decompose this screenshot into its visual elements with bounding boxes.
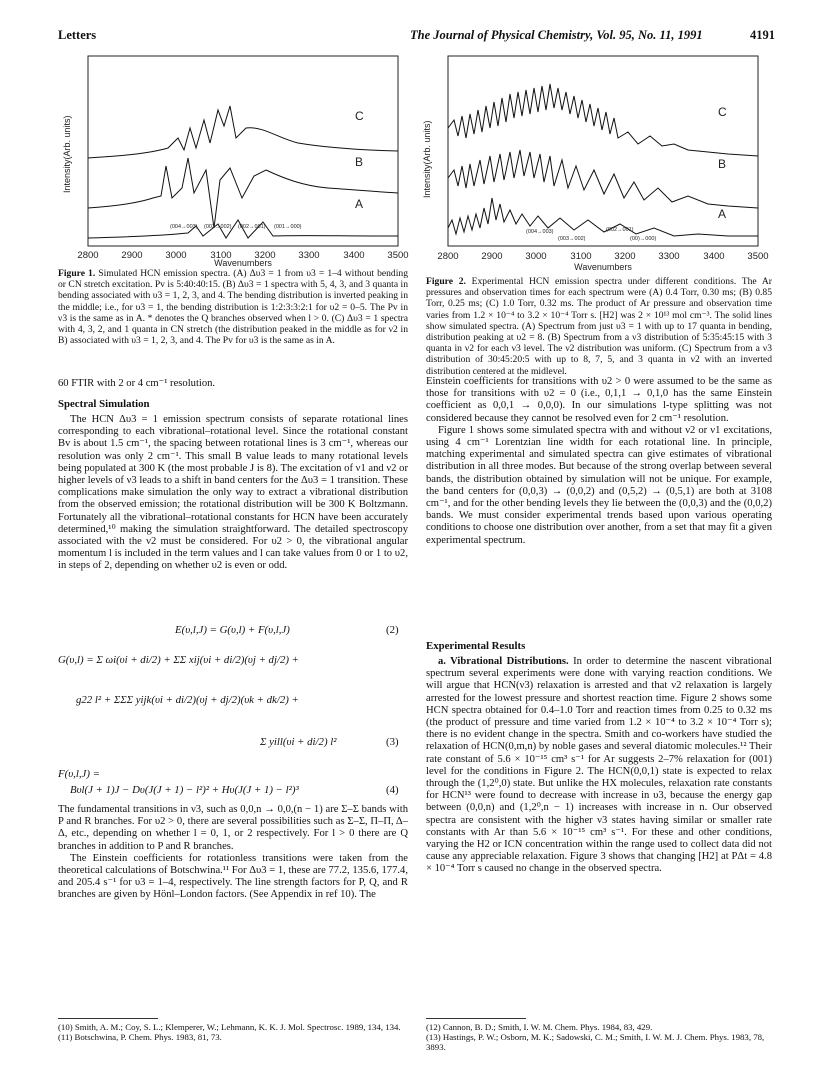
- figure-1-ylabel: Intensity(Arb. units): [62, 115, 72, 193]
- figure-2-label-c: C: [718, 105, 727, 119]
- equation-3-line-1: G(υ,l) = Σ ωi(υi + di/2) + ΣΣ xij(υi + di/2)(υj + dj/2) +: [58, 654, 299, 666]
- figure-1-band-2: (003→002): [204, 224, 232, 230]
- figure-2-xtick: 3000: [525, 251, 547, 262]
- figure-1-plot: [58, 48, 409, 268]
- figure-1-xtick: 3500: [387, 250, 409, 261]
- figure-1-xtick: 3400: [343, 250, 365, 261]
- figure-1-xtick: 3100: [210, 250, 232, 261]
- page-number: 4191: [750, 28, 775, 42]
- footnote-12: (12) Cannon, B. D.; Smith, I. W. M. Chem. Phys. 1984, 83, 429.: [426, 1022, 653, 1032]
- figure-1-xlabel: Wavenumbers: [214, 258, 272, 268]
- figure-2-xtick: 2900: [481, 251, 503, 262]
- figure-2-xtick: 3100: [570, 251, 592, 262]
- figure-1-caption-label: Figure 1.: [58, 268, 96, 279]
- figure-1-band-3: (002→001): [238, 224, 266, 230]
- figure-2-band-2: (003→002): [558, 236, 586, 242]
- footnote-11: (11) Botschwina, P. Chem. Phys. 1983, 81, 73.: [58, 1032, 222, 1043]
- figure-2: [418, 48, 768, 273]
- figure-2-ylabel: Intensity(Arb. units): [422, 120, 432, 198]
- figure-2-band-3: (002→001): [606, 227, 634, 233]
- figure-1-label-c: C: [355, 109, 364, 123]
- right-paragraph-3-text: In order to determine the nascent vibrational spectrum several experiments were done with varying reaction conditions. We will argue that HCN(ν3) relaxation is arrested and that ν2 relaxation is largely arrested for the lowest pressure and shortest reaction time. Figure 2 shows some HCN spectra obtained for 0.4–1.0 Torr and reaction times from 0.25 to 0.32 ms (the product of pressure and time varied from 1.2 × 10⁻⁴ to 3.2 × 10⁻⁴ Torr s); there is no evident change in the spectra. Smith and co-workers have studied the relaxation of HCN(0,m,n) by noble gases and several diatomic molecules.¹² Their rate constant of 5.6 × 10⁻¹⁵ cm³ s⁻¹ for Ar suggests 2–7% relaxation for (001) level for the conditions in Figure 2. The HCN(0,0,1) state is expected to relax through the (1,2⁰,0) state. But unlike the HX molecules, relaxation rate constants for HCN¹³ were found to decrease with increase in υ3, because the energy gap between (0,0,n) and (1,2⁰,n − 1) increases with increase in n. Our observed spectra are consistent with the higher ν3 states having similar or smaller rate constants with Ar than 5.6 × 10⁻¹⁵ cm³ s⁻¹. For these and other conditions, varying the H2 or ICN concentration within the range used to collect data did not cause any appreciable relaxation. Figure 3 shows that changing [H2] at PΔt = 4.8 × 10⁻⁴ Torr s caused no change in the observed spectra.: [426, 656, 772, 875]
- equation-4-number: (4): [386, 784, 399, 796]
- figure-2-label-b: B: [718, 157, 727, 171]
- equation-4-line-1: F(υ,l,J) =: [58, 768, 100, 780]
- footnote-rule-right: [426, 1018, 526, 1019]
- footnote-13: (13) Hastings, P. W.; Osborn, M. K.; Sadowski, C. M.; Smith, I. W. M. J. Chem. Phys. 1983, 78, 3893.: [426, 1032, 765, 1053]
- running-head-left: Letters: [58, 28, 97, 42]
- figure-2-xtick: 3500: [747, 251, 769, 262]
- figure-2-xlabel: Wavenumbers: [574, 262, 632, 272]
- section-title-spectral-simulation: Spectral Simulation: [58, 398, 150, 410]
- figure-2-band-4: (00)→000): [630, 236, 657, 242]
- footnote-rule-left: [58, 1018, 158, 1019]
- figure-1-frame: [88, 56, 398, 246]
- intro-line: 60 FTIR with 2 or 4 cm⁻¹ resolution.: [58, 378, 216, 389]
- right-paragraph-2: Figure 1 shows some simulated spectra with and without ν2 or ν1 excitations, using 4 cm⁻¹ Lorentzian line width for each rotational line. In principle, matching experimental and simulated spectra can give estimates of vibrational distribution in all three modes. But because of the strong overlap between several bands, the distribution obtained by simulation will not be unique. For example, the band centers for (0,0,3) → (0,0,2) and (0,5,2) → (0,5,1) are both at 3108 cm⁻¹, and for the other bending levels they lie between the (0,0,3) and the (0,0,2) bands. We must consider experimental trends based upon various operating conditions to choose one distribution over another, from a set that may fit a given experimental spectrum.: [426, 424, 772, 546]
- figure-1: [58, 48, 409, 268]
- figure-2-xtick: 3200: [614, 251, 636, 262]
- section-title-experimental-results: Experimental Results: [426, 640, 526, 652]
- left-paragraph-3: The Einstein coefficients for rotationless transitions were taken from the theoretical calculations of Botschwina.¹¹ For Δυ3 = 1, these are 77.2, 135.6, 177.4, and 205.4 s⁻¹ for υ3 = 1–4, respectively. The line strength factors for P, Q, and R branches are given by Hönl–London factors. (See Appendix in ref 10). The: [58, 852, 408, 901]
- figure-1-xtick: 2800: [77, 250, 99, 261]
- footnote-10: (10) Smith, A. M.; Coy, S. L.; Klemperer, W.; Lehmann, K. K. J. Mol. Spectrosc. 1989, 134, 134.: [58, 1022, 401, 1032]
- left-paragraph-2-3: [58, 804, 408, 902]
- figure-1-xtick: 3000: [165, 250, 187, 261]
- left-paragraph-2: The fundamental transitions in ν3, such as 0,0,n → 0,0,(n − 1) are Σ–Σ bands with P and R branches. For υ2 > 0, there are several possibilities such as Σ–Σ, Π–Π, Δ–Δ, etc., depending on whether l = 0, 1, or 2 respectively. For l > 0 there are Q branches in addition to P and R branches.: [58, 804, 408, 852]
- figure-2-xtick: 3300: [658, 251, 680, 262]
- equation-2-number: (2): [386, 624, 399, 636]
- figure-2-caption-label: Figure 2.: [426, 276, 466, 287]
- figure-2-curve-a: [448, 198, 758, 236]
- figure-1-caption: [58, 268, 408, 346]
- figure-1-xtick: 3300: [298, 250, 320, 261]
- figure-1-curve-b: [88, 158, 398, 228]
- figure-1-caption-text: Simulated HCN emission spectra. (A) Δυ3 = 1 from υ3 = 1–4 without bending or CN stretch excitation. Pv is 5:40:40:15. (B) Δυ3 = 1 spectra with 5, 4, 3, and 3 quanta in bending associated with υ3 = 1, 2, 3, and 4. The bending distribution is inverted peaking in the middle; i.e., for υ3 = 1, the bending distribution is 1:2:3:3:2:1 for υ2 = 0–5. The Pv in ν3 is the same as in A. * denotes the Q branches observed when l > 0. (C) Δυ3 = 1 spectra with 4, 3, 2, and 1 quanta in CN stretch (the distribution peaked in the middle as for ν2 in B) associated with υ3 = 1, 2, 3, and 4. The Pv for υ3 is the same as in A.: [58, 268, 408, 347]
- figure-2-xtick: 3400: [703, 251, 725, 262]
- journal-citation: The Journal of Physical Chemistry, Vol. 95, No. 11, 1991: [410, 28, 703, 42]
- figure-1-label-b: B: [355, 155, 364, 169]
- equation-3-line-3: Σ yill(υi + di/2) l²: [260, 736, 337, 748]
- right-paragraph-1: Einstein coefficients for transitions with υ2 > 0 were assumed to be the same as those for transitions with υ2 = 0 (i.e., 0,1,1 → 0,1,0 has the same Einstein coefficient as 0,0,1 → 0,0,0). In our simulations l-type splitting was not considered because they cannot be resolved even for 2 cm⁻¹ resolution.: [426, 376, 772, 424]
- figure-2-label-a: A: [718, 207, 727, 221]
- equation-3-line-2: g22 l² + ΣΣΣ yijk(υi + di/2)(υj + dj/2)(υk + dk/2) +: [76, 694, 299, 706]
- figure-2-caption-text: Experimental HCN emission spectra under different conditions. The Ar pressures and observation times for each spectrum were (A) 0.4 Torr, 0.30 ms; (B) 0.85 Torr, 0.25 ms; (C) 1.0 Torr, 0.32 ms. The product of Ar pressure and observation time varies from 1.2 × 10⁻⁴ to 3.2 × 10⁻⁴ Torr s. [H2] was 2 × 10¹³ mol cm⁻³. The solid lines show simulated spectra. (A) Spectrum from just υ3 = 1 with up to 17 quanta in bending, distribution peaking at υ2 = 8. (B) Spectrum from a ν3 distribution of 5:35:45:15 with 3 quanta in ν2 for each ν3 level. The ν2 distribution was uniform. (C) Spectrum from a ν3 distribution of 30:45:20:5 with up to 8, 7, 5, and 3 quanta in ν2 with an inverted distribution centered at the midlevel.: [426, 276, 772, 377]
- figure-2-curve-c: [448, 84, 758, 156]
- footnotes-left: [58, 1022, 408, 1042]
- figure-1-xtick: 2900: [121, 250, 143, 261]
- figure-1-xtick: 3200: [254, 250, 276, 261]
- footnotes-right: [426, 1022, 772, 1053]
- figure-2-caption: [426, 276, 772, 377]
- figure-1-band-1: (004→003): [170, 224, 198, 230]
- left-paragraph-1: [58, 414, 408, 573]
- equation-4-line-2: Bυl(J + 1)J − Dυ(J(J + 1) − l²)² + Hυ(J(J + 1) − l²)³: [70, 784, 299, 796]
- right-column-text: [426, 376, 772, 547]
- equation-3-number: (3): [386, 736, 399, 748]
- right-paragraph-3: [426, 656, 772, 876]
- figure-2-x-axis: [437, 251, 768, 262]
- left-paragraph-1-text: The HCN Δυ3 = 1 emission spectrum consists of separate rotational lines corresponding to each vibrational–rotational level. Since the rotational constant Bv is about 1.5 cm⁻¹, the spacing between rotational lines is 3 cm⁻¹, whereas our resolution was only 2 cm⁻¹. This small B value leads to many rotational levels being populated at 300 K (the most probable J is 8). The excitation of ν1 and ν2 or higher levels of ν3 leads to a shift in band centers for the Δυ3 = 1 transition. These complications make simulation the only way to extract a vibrational distribution from the observed emission; the rotational distribution will be 300 K Boltzmann. Fortunately all the vibrational–rotational constants for HCN have been accurately determined,¹⁰ making the simulation straightforward. The detailed spectroscopy associated with the ν2 must be considered. For υ2 > 0, the vibrational angular momentum l is included in the term values and l can take values from 0 or 1 to υ2, in steps of 2, depending on whether υ2 is even or odd.: [58, 414, 408, 572]
- figure-2-plot: [418, 48, 768, 273]
- figure-1-band-4: (001→000): [274, 224, 302, 230]
- equation-2: E(υ,l,J) = G(υ,l) + F(υ,l,J): [175, 624, 290, 636]
- figure-2-frame: [448, 56, 758, 246]
- figure-2-band-1: (004→003): [526, 229, 554, 235]
- figure-2-xtick: 2800: [437, 251, 459, 262]
- subsection-title-vibrational-distributions: a. Vibrational Distributions.: [438, 656, 569, 667]
- figure-1-curve-c: [88, 106, 398, 158]
- figure-1-label-a: A: [355, 197, 364, 211]
- figure-2-curve-b: [448, 150, 758, 208]
